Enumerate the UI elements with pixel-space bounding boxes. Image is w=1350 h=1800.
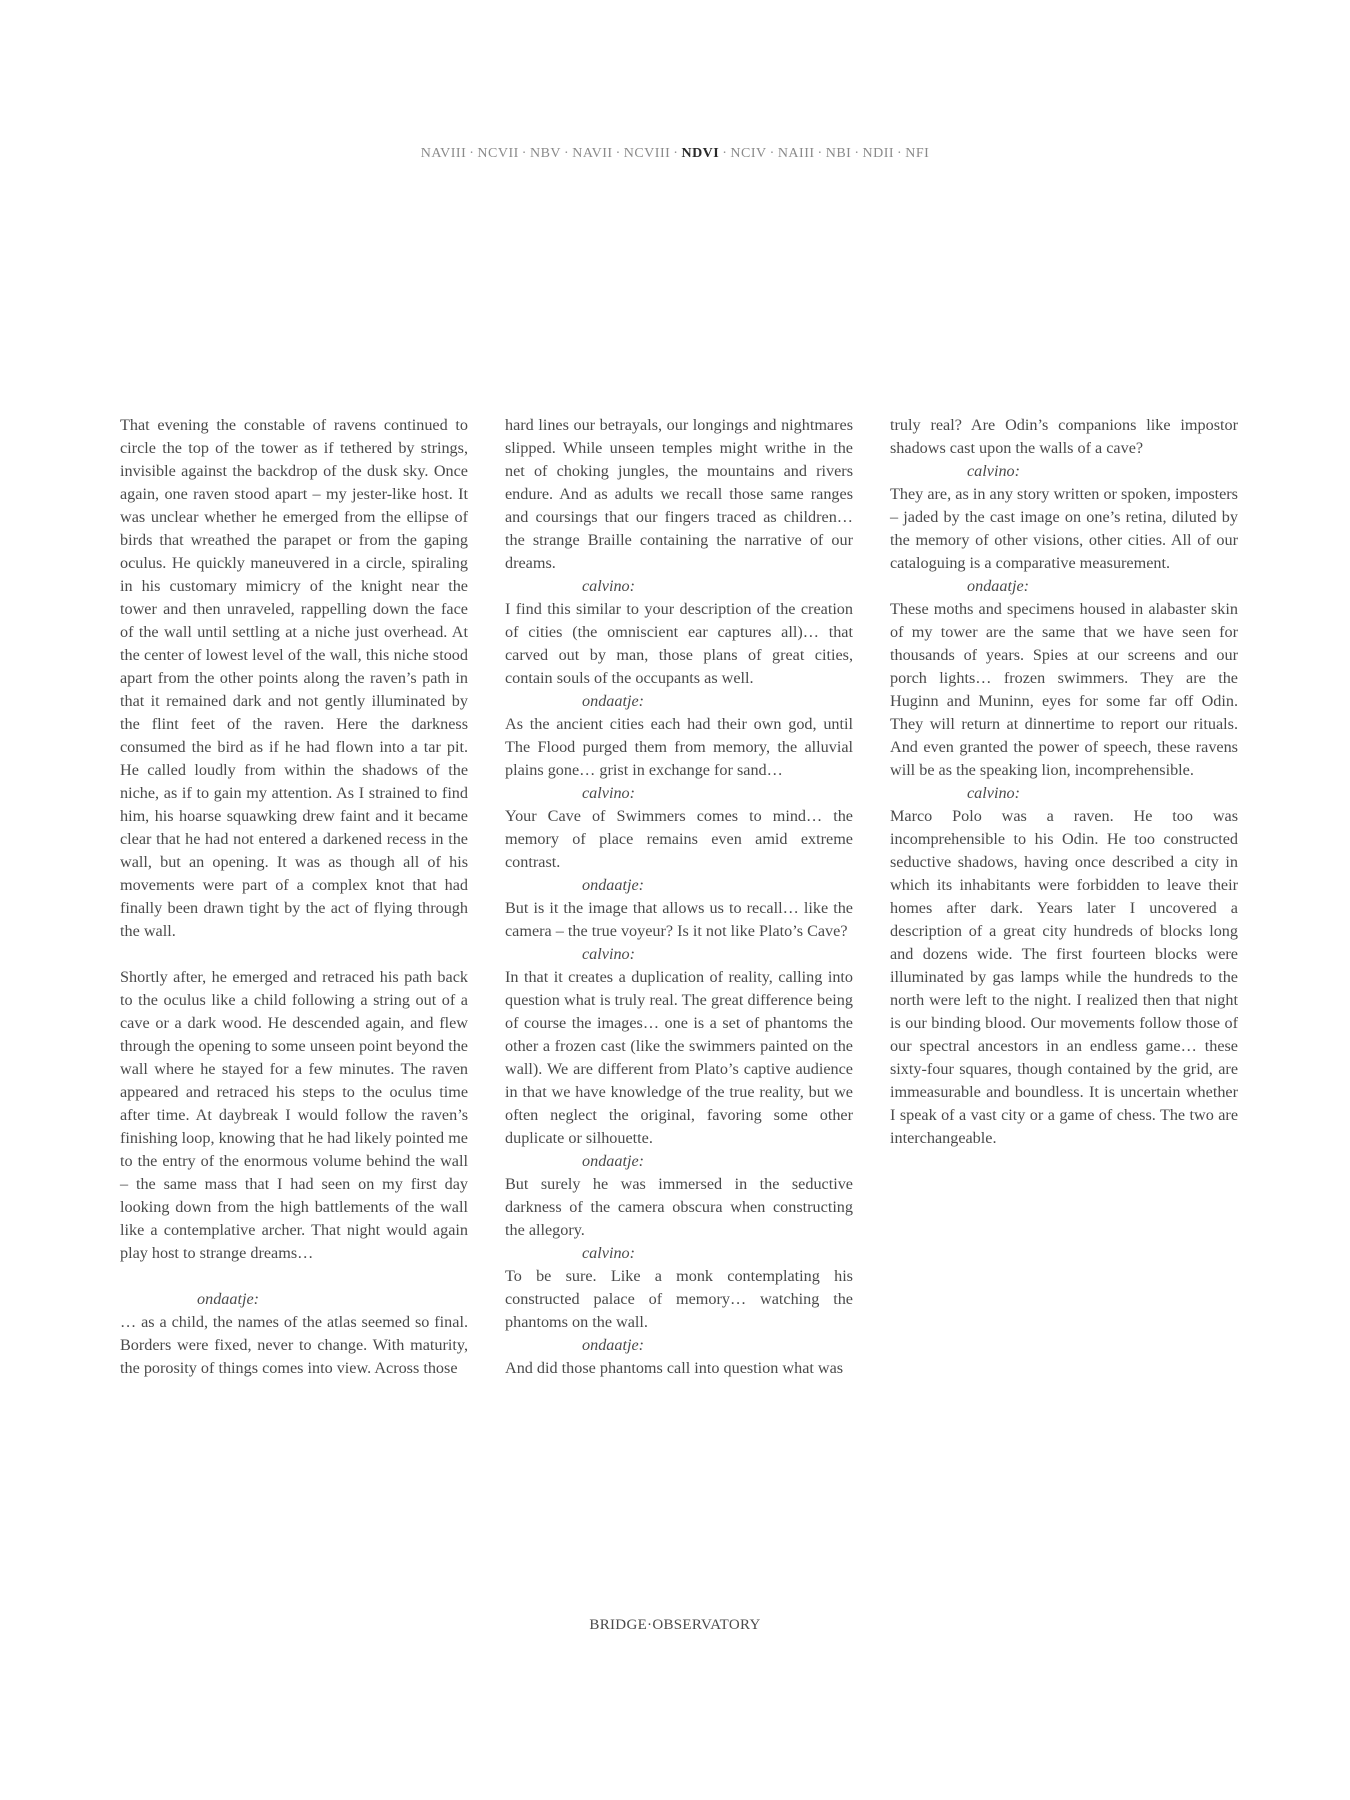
speaker-label: calvino: xyxy=(582,577,636,595)
speaker-label: calvino: xyxy=(582,1244,636,1262)
paragraph: That evening the constable of ravens continued to circle the top of the tower as if tethered by strings, invisible against the backdrop of the dusk sky. Once again, one raven stood apart – my jester-like host. It was unclear whether he emerged from the ellipse of birds that wreathed the parapet or from the gaping oculus. He quickly maneuvered in a circle, spiraling in his customary mimicry of the knight near the tower and then unraveled, rappelling down the face of the wall until settling at a niche just overhead. At the center of lowest level of the wall, this niche stood apart from the other points along the raven’s path in that it remained dark and not gently illuminated by the flint feet of the raven. Here the darkness consumed the bird as if he had flown into a tar pit. He called loudly from within the shadows of the niche, as if to gain my attention. As I strained to find him, his hoarse squawking drew faint and it became clear that he had not entered a darkened recess in the wall, but an opening. It was as though all of his movements were part of a complex knot that had finally been drawn tight by the act of flying through the wall. xyxy=(120,416,468,940)
paragraph: hard lines our betrayals, our longings and nightmares slipped. While unseen temples might writhe in the net of choking jungles, the mountains and rivers endure. And as adults we recall those same ranges and coursings that our fingers traced as children… the strange Braille containing the narrative of our dreams. xyxy=(505,416,853,572)
nav-separator: · xyxy=(722,146,728,161)
footer-left: BRIDGE xyxy=(589,1617,648,1633)
nav-item-nbv[interactable]: NBV xyxy=(529,146,562,161)
paragraph: And did those phantoms call into question what was xyxy=(505,1359,844,1377)
nav-separator: · xyxy=(615,146,621,161)
paragraph-gap xyxy=(120,943,468,966)
nav-item-ncviii[interactable]: NCVIII xyxy=(623,146,671,161)
nav-item-nfi[interactable]: NFI xyxy=(905,146,930,161)
nav-item-nciv[interactable]: NCIV xyxy=(730,146,767,161)
paragraph: They are, as in any story written or spoken, imposters – jaded by the cast image on one’s retina, diluted by the memory of other visions, other cities. All of our cataloguing is a comparative measurement. xyxy=(890,485,1238,572)
nav-separator: · xyxy=(564,146,570,161)
paragraph: truly real? Are Odin’s companions like impostor shadows cast upon the walls of a cave? xyxy=(890,416,1238,457)
nav-item-navii[interactable]: NAVII xyxy=(572,146,613,161)
nav-separator: · xyxy=(817,146,823,161)
paragraph: In that it creates a duplication of reality, calling into question what is truly real. The great difference being of course the images… one is a set of phantoms the other a frozen cast (like the swimmers painted on the wall). We are different from Plato’s captive audience in that we have knowledge of the true reality, but we often neglect the original, favoring some other duplicate or silhouette. xyxy=(505,968,853,1147)
text-column-2 xyxy=(505,414,853,1380)
speaker-label: calvino: xyxy=(582,784,636,802)
nav-item-naiii[interactable]: NAIII xyxy=(777,146,815,161)
speaker-label: ondaatje: xyxy=(967,577,1030,595)
paragraph: As the ancient cities each had their own god, until The Flood purged them from memory, the alluvial plains gone… grist in exchange for sand… xyxy=(505,715,853,779)
paragraph: To be sure. Like a monk contemplating his constructed palace of memory… watching the phantoms on the wall. xyxy=(505,1267,853,1331)
paragraph: Marco Polo was a raven. He too was incomprehensible to his Odin. He too constructed seductive shadows, having once described a city in which its inhabitants were forbidden to leave their homes after dark. Years later I uncovered a description of a great city hundreds of blocks long and dozens wide. The first fourteen blocks were illuminated by gas lamps while the hundreds to the north were left to the night. I realized then that night is our binding blood. Our movements follow those of our spectral ancestors in an endless game… these sixty-four squares, though contained by the grid, are immeasurable and boundless. It is uncertain whether I speak of a vast city or a game of chess. The two are interchangeable. xyxy=(890,807,1238,1147)
nav-item-nbi[interactable]: NBI xyxy=(825,146,852,161)
speaker-label: calvino: xyxy=(967,462,1021,480)
speaker-label: ondaatje: xyxy=(582,1152,645,1170)
text-column-3 xyxy=(890,414,1238,1150)
speaker-label: calvino: xyxy=(582,945,636,963)
nav-item-ncvii[interactable]: NCVII xyxy=(477,146,519,161)
footer-separator: · xyxy=(647,1617,653,1633)
nav-separator: · xyxy=(897,146,903,161)
footer-right: OBSERVATORY xyxy=(652,1617,761,1633)
paragraph: But is it the image that allows us to recall… like the camera – the true voyeur? Is it not like Plato’s Cave? xyxy=(505,899,853,940)
nav-item-naviii[interactable]: NAVIII xyxy=(420,146,467,161)
paragraph-gap xyxy=(120,1265,468,1288)
speaker-label: ondaatje: xyxy=(582,876,645,894)
paragraph: Your Cave of Swimmers comes to mind… the memory of place remains even amid extreme contrast. xyxy=(505,807,853,871)
text-column-1 xyxy=(120,414,468,1380)
nav-item-ndvi[interactable]: NDVI xyxy=(681,146,720,161)
speaker-label: ondaatje: xyxy=(582,1336,645,1354)
nav-separator: · xyxy=(673,146,679,161)
paragraph: These moths and specimens housed in alabaster skin of my tower are the same that we have seen for thousands of years. Spies at our screens and our porch lights… frozen swimmers. They are the Huginn and Muninn, eyes for some far off Odin. They will return at dinnertime to report our rituals. And even granted the power of speech, these ravens will be as the speaking lion, incomprehensible. xyxy=(890,600,1238,779)
paragraph: I find this similar to your description of the creation of cities (the omniscient ear captures all)… that carved out by man, those plans of great cities, contain souls of the occupants as well. xyxy=(505,600,853,687)
speaker-label: ondaatje: xyxy=(582,692,645,710)
speaker-label: ondaatje: xyxy=(197,1290,260,1308)
speaker-label: calvino: xyxy=(967,784,1021,802)
header-navigation xyxy=(0,146,1350,162)
paragraph: But surely he was immersed in the seductive darkness of the camera obscura when constructing the allegory. xyxy=(505,1175,853,1239)
paragraph: Shortly after, he emerged and retraced his path back to the oculus like a child following a string out of a cave or a dark wood. He descended again, and flew through the opening to some unseen point beyond the wall where he stayed for a few minutes. The raven appeared and retraced his steps to the oculus time after time. At daybreak I would follow the raven’s finishing loop, knowing that he had likely pointed me to the entry of the enormous volume behind the wall – the same mass that I had seen on my first day looking down from the high battlements of the wall like a contemplative archer. That night would again play host to strange dreams… xyxy=(120,968,468,1262)
footer xyxy=(0,1617,1350,1634)
nav-separator: · xyxy=(469,146,475,161)
paragraph: … as a child, the names of the atlas seemed so final. Borders were fixed, never to change. With maturity, the porosity of things comes into view. Across those xyxy=(120,1313,468,1377)
nav-separator: · xyxy=(854,146,860,161)
nav-item-ndii[interactable]: NDII xyxy=(862,146,895,161)
nav-separator: · xyxy=(521,146,527,161)
nav-separator: · xyxy=(769,146,775,161)
